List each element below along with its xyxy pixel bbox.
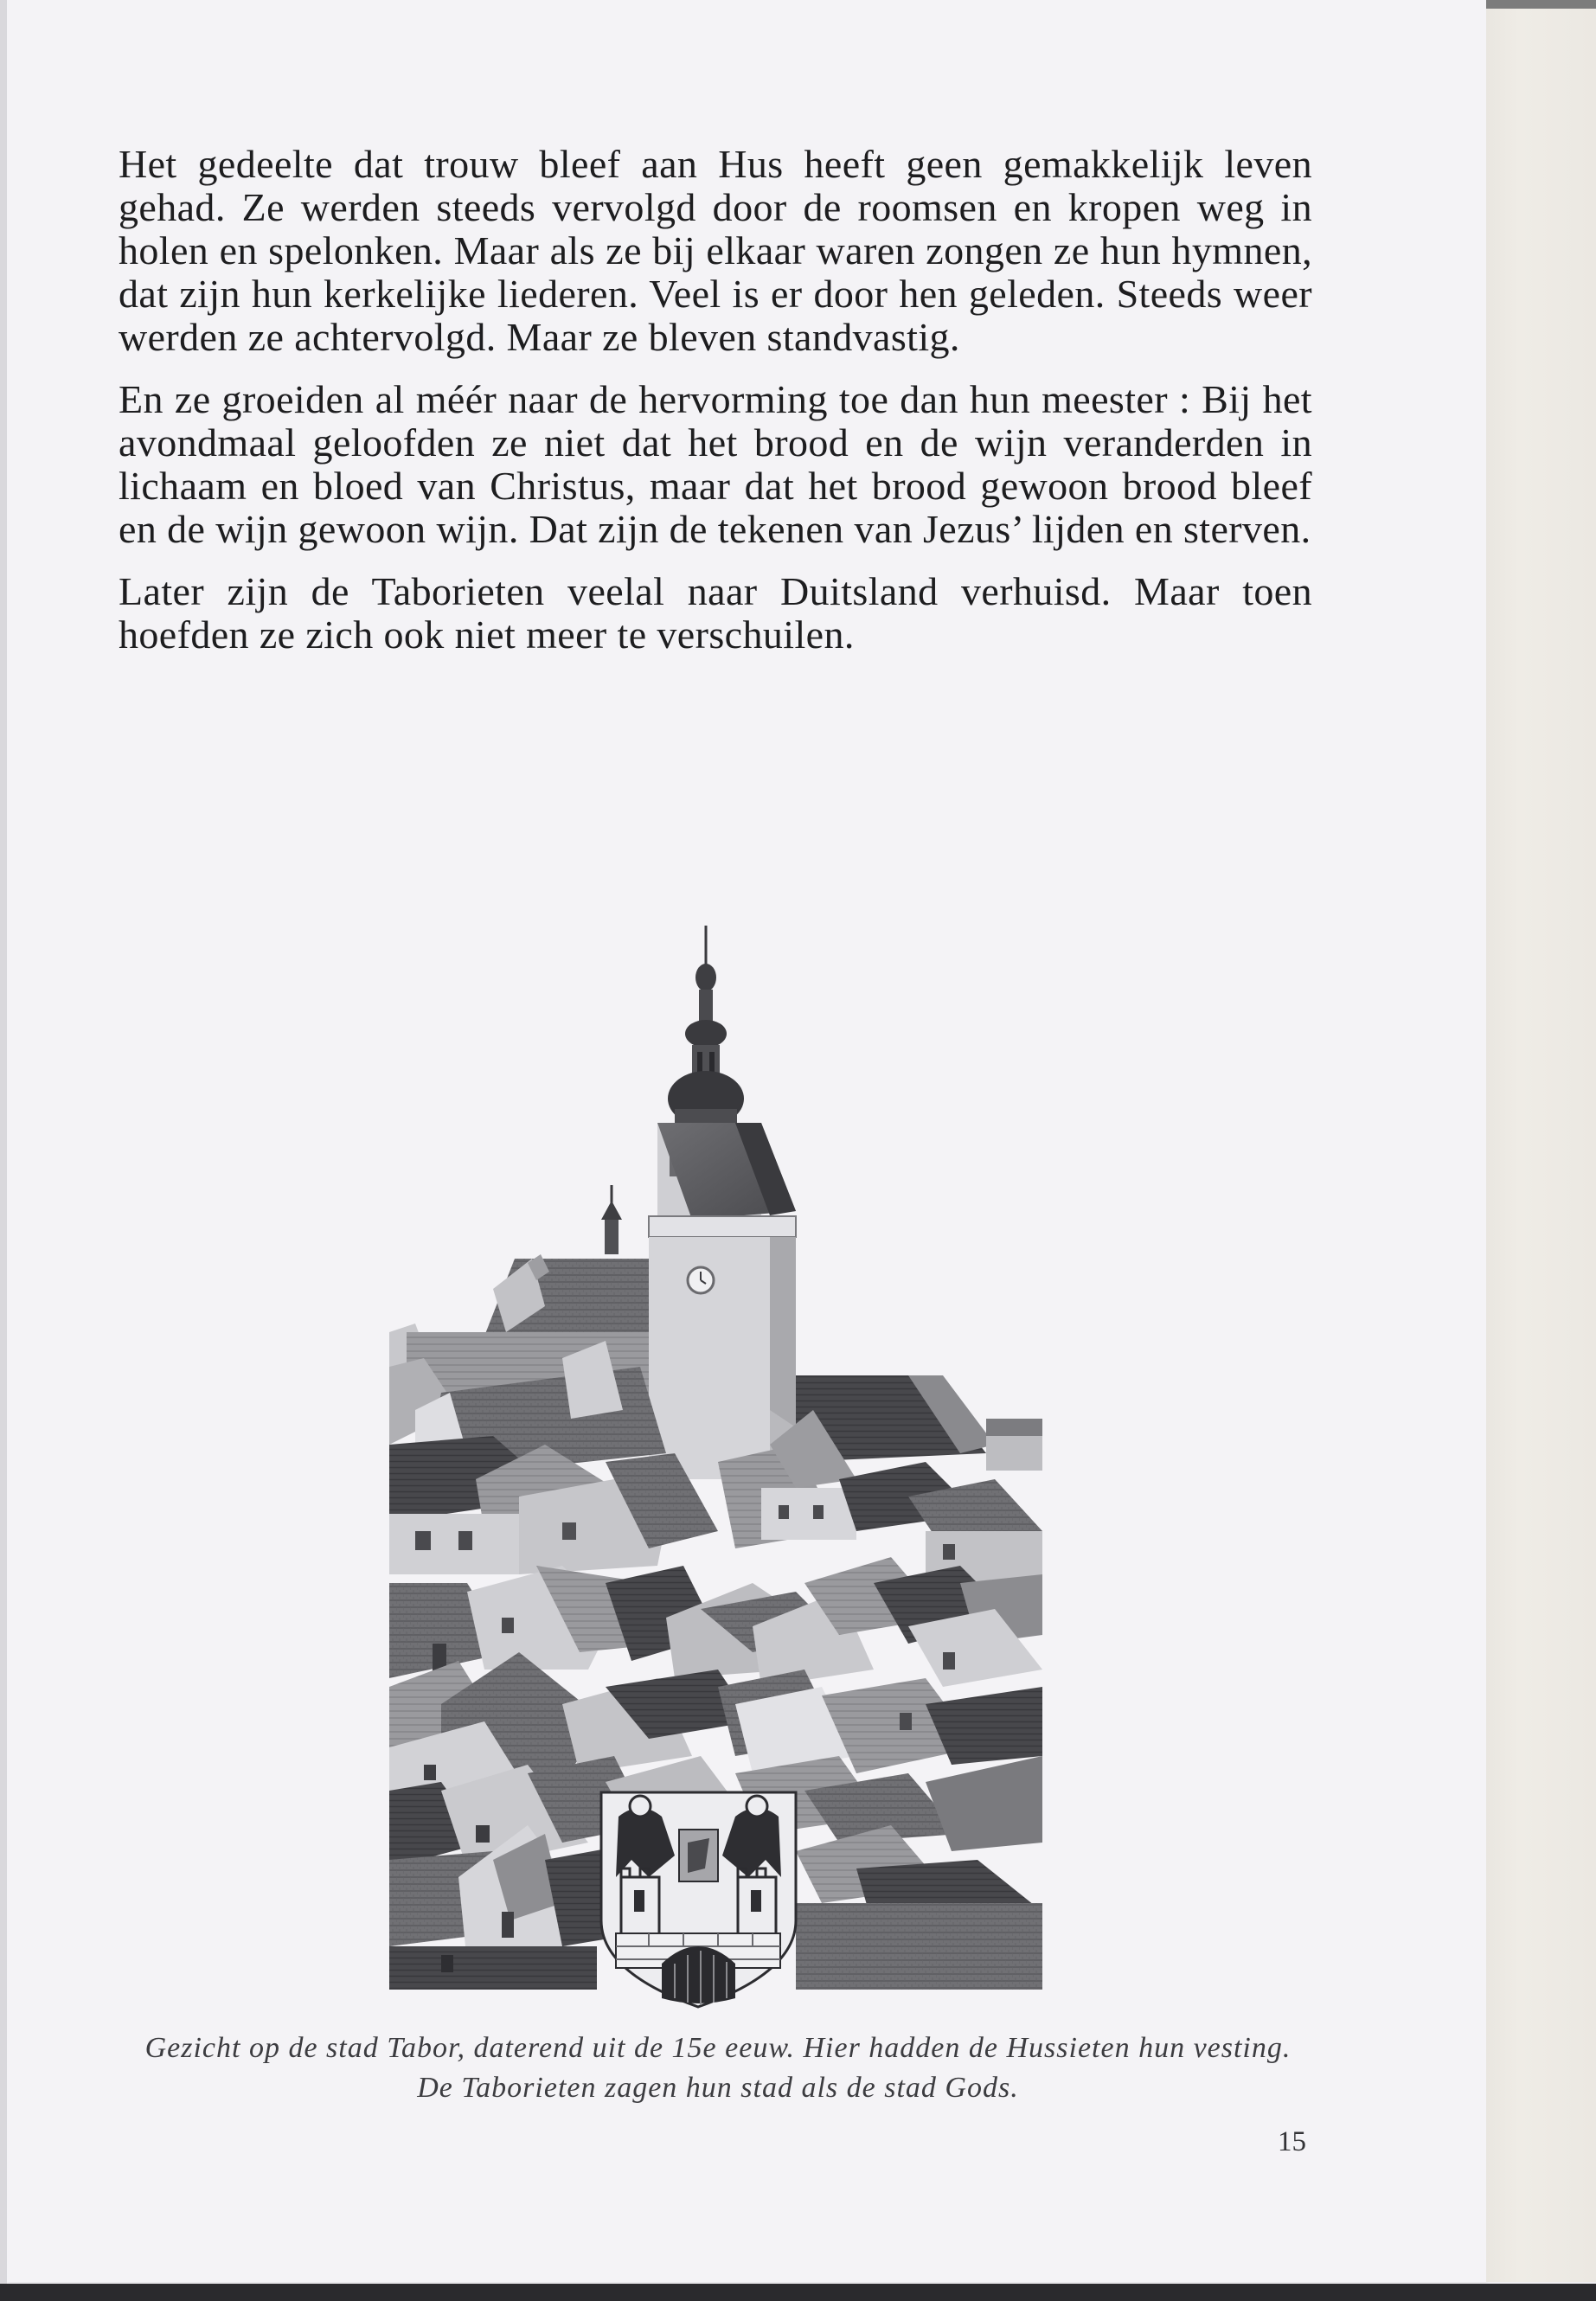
paragraph-hus-followers: Het gedeelte dat trouw bleef aan Hus heeft geen gemakkelijk leven gehad. Ze werden steeds vervolgd door de roomsen en kropen weg in holen en spelonken. Maar als ze bij elkaar waren zongen ze hun hymnen, dat zijn hun kerkelijke liederen. Veel is er door hen geleden. Steeds weer werden ze achtervolgd. Maar ze bleven standvastig. <box>119 142 1312 359</box>
page-left-edge <box>0 0 7 2284</box>
tabor-coat-of-arms <box>601 1792 796 2007</box>
church-spire <box>668 926 744 1126</box>
book-edge-top-band <box>1486 0 1596 9</box>
scan-bottom-strip <box>0 2284 1596 2301</box>
page-number: 15 <box>1278 2126 1306 2157</box>
paragraph-communion: En ze groeiden al méér naar de hervorming toe dan hun meester : Bij het avondmaal geloofden ze niet dat het brood en de wijn veranderden in lichaam en bloed van Christus, maar dat het brood gewoon brood bleef en de wijn gewoon wijn. Dat zijn de tekenen van Jezus’ lijden en sterven. <box>119 377 1312 551</box>
small-spire <box>601 1185 622 1254</box>
paragraph-taborites-germany: Later zijn de Taborieten veelal naar Duitsland verhuisd. Maar toen hoefden ze zich ook niet meer te verschuilen. <box>119 569 1312 657</box>
tabor-town-illustration <box>389 926 1042 2011</box>
figure-caption: Gezicht op de stad Tabor, daterend uit de 15e eeuw. Hier hadden de Hussieten hun vesting. De Taborieten zagen hun stad als de stad Gods. <box>144 2032 1292 2104</box>
book-page-edge <box>1486 0 1596 2282</box>
body-text <box>119 143 1312 676</box>
